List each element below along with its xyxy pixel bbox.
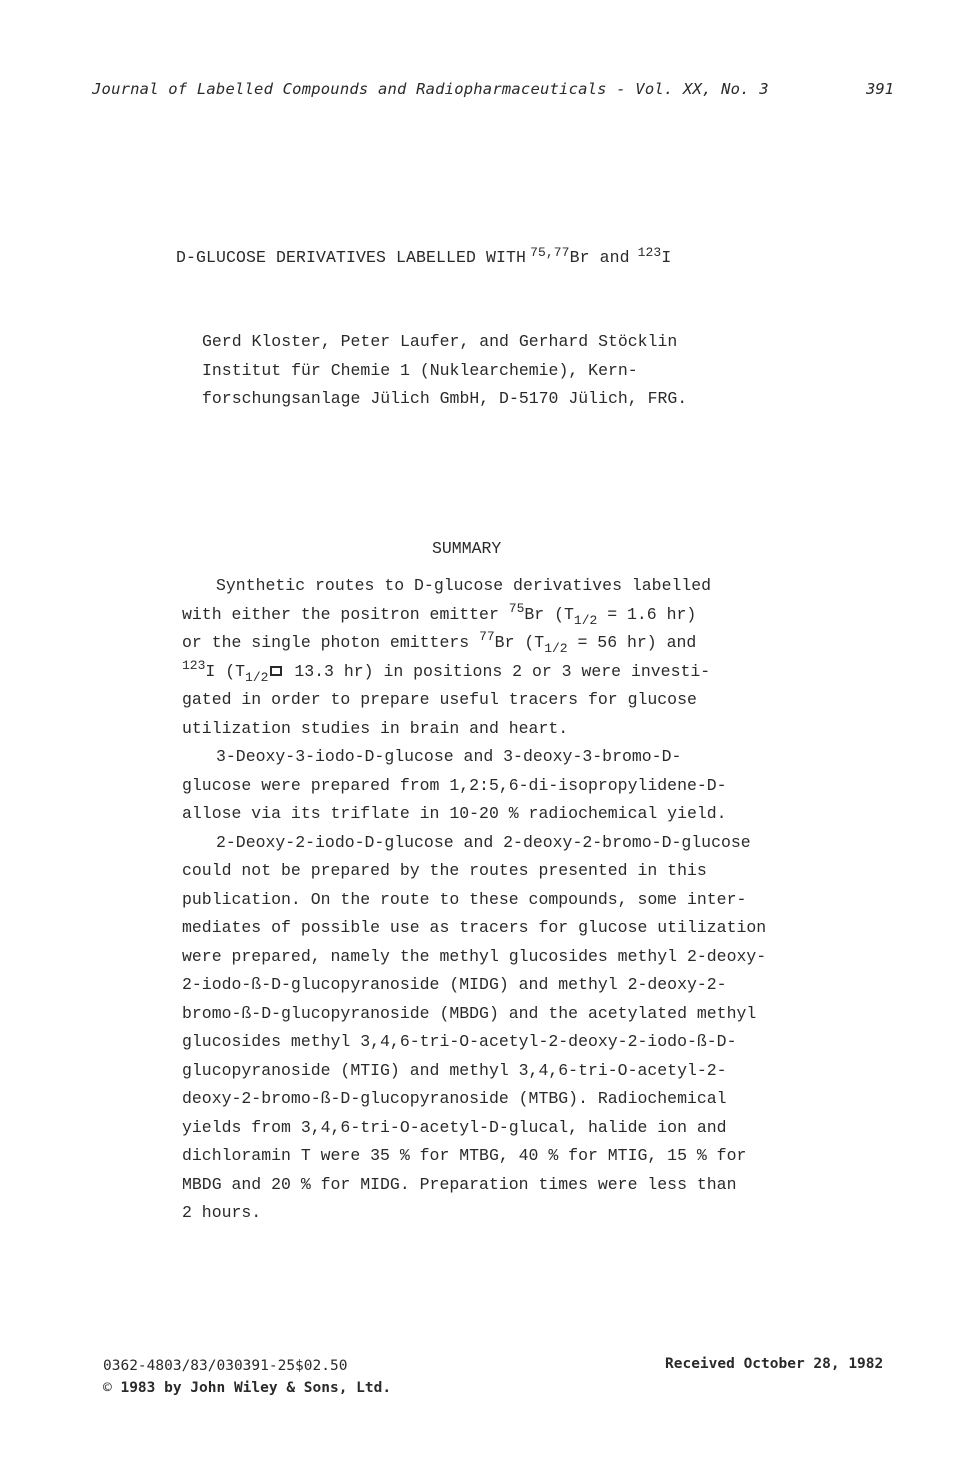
author-block: [202, 328, 687, 414]
summary-line: glucosides methyl 3,4,6-tri-O-acetyl-2-deoxy-2-iodo-ß-D-: [182, 1032, 737, 1051]
summary-line: yields from 3,4,6-tri-O-acetyl-D-glucal, halide ion and: [182, 1117, 727, 1137]
copyright-icon: ©: [103, 1379, 112, 1396]
title-part-2: Br and: [569, 248, 630, 267]
summary-line: 2-Deoxy-2-iodo-D-glucose and 2-deoxy-2-bromo-D-glucose: [216, 832, 751, 852]
half-life-subscript: 1/2: [544, 641, 568, 656]
title-part-1: D-GLUCOSE DERIVATIVES LABELLED WITH: [176, 248, 527, 267]
summary-line: [182, 629, 766, 658]
text-run: with either the positron emitter: [182, 604, 509, 624]
page-number: 391: [866, 80, 894, 98]
half-life-subscript: 1/2: [573, 612, 598, 628]
summary-line: 2 hours.: [182, 1203, 262, 1222]
summary-line: allose via its triflate in 10-20 % radiochemical yield.: [182, 804, 727, 823]
summary-body: [182, 572, 766, 1228]
title-superscript-br: 75,77: [530, 245, 570, 260]
approx-symbol-icon: [270, 666, 282, 676]
summary-line: were prepared, namely the methyl glucosides methyl 2-deoxy-: [182, 946, 767, 966]
summary-line: MBDG and 20 % for MIDG. Preparation times were less than: [182, 1174, 737, 1194]
text-run: Br (T: [524, 604, 574, 624]
title-superscript-i: 123: [637, 245, 662, 260]
article-title: [176, 245, 672, 267]
summary-line: Synthetic routes to D-glucose derivatives labelled: [216, 576, 712, 595]
summary-line: gated in order to prepare useful tracers for glucose: [182, 690, 697, 709]
summary-line: 2-iodo-ß-D-glucopyranoside (MIDG) and methyl 2-deoxy-2-: [182, 975, 727, 994]
summary-line: mediates of possible use as tracers for glucose utilization: [182, 918, 767, 937]
summary-line: [182, 658, 766, 687]
summary-heading: SUMMARY: [432, 539, 502, 558]
summary-line: utilization studies in brain and heart.: [182, 718, 569, 738]
summary-line: dichloramin T were 35 % for MTBG, 40 % for MTIG, 15 % for: [182, 1146, 747, 1165]
summary-line: [182, 601, 766, 630]
summary-line: deoxy-2-bromo-ß-D-glucopyranoside (MTBG). Radiochemical: [182, 1089, 727, 1108]
journal-code: 0362-4803/83/030391-25$02.50: [103, 1358, 348, 1374]
summary-line: 3-Deoxy-3-iodo-D-glucose and 3-deoxy-3-bromo-D-: [216, 747, 682, 766]
isotope-superscript: 123: [182, 657, 206, 673]
text-run: Br (T: [494, 633, 545, 652]
summary-line: publication. On the route to these compounds, some inter-: [182, 889, 747, 909]
summary-line: could not be prepared by the routes presented in this: [182, 861, 707, 880]
isotope-superscript: 77: [479, 629, 495, 644]
text-run: = 1.6 hr): [597, 604, 697, 624]
affiliation-line-1: Institut für Chemie 1 (Nuklearchemie), Kern-: [202, 360, 638, 380]
copyright-line: [103, 1378, 391, 1400]
affiliation-line-2: forschungsanlage Jülich GmbH, D-5170 Jülich, FRG.: [202, 389, 688, 409]
isotope-superscript: 75: [508, 600, 525, 616]
received-date: Received October 28, 1982: [665, 1356, 884, 1372]
title-part-3: I: [661, 248, 672, 267]
summary-line: bromo-ß-D-glucopyranoside (MBDG) and the acetylated methyl: [182, 1003, 757, 1023]
summary-line: glucopyranoside (MTIG) and methyl 3,4,6-tri-O-acetyl-2-: [182, 1060, 727, 1080]
half-life-subscript: 1/2: [245, 669, 269, 685]
copyright-text: 1983 by John Wiley & Sons, Ltd.: [120, 1379, 392, 1396]
text-run: I (T: [205, 661, 246, 681]
text-run: 13.3 hr) in positions 2 or 3 were investi-: [284, 661, 711, 681]
running-head: Journal of Labelled Compounds and Radiopharmaceuticals - Vol. XX, No. 3: [92, 80, 769, 98]
footer-left: [103, 1356, 391, 1399]
text-run: = 56 hr) and: [567, 633, 697, 652]
author-names: Gerd Kloster, Peter Laufer, and Gerhard Stöcklin: [202, 332, 678, 351]
summary-line: glucose were prepared from 1,2:5,6-di-isopropylidene-D-: [182, 775, 727, 795]
text-run: or the single photon emitters: [182, 633, 480, 652]
